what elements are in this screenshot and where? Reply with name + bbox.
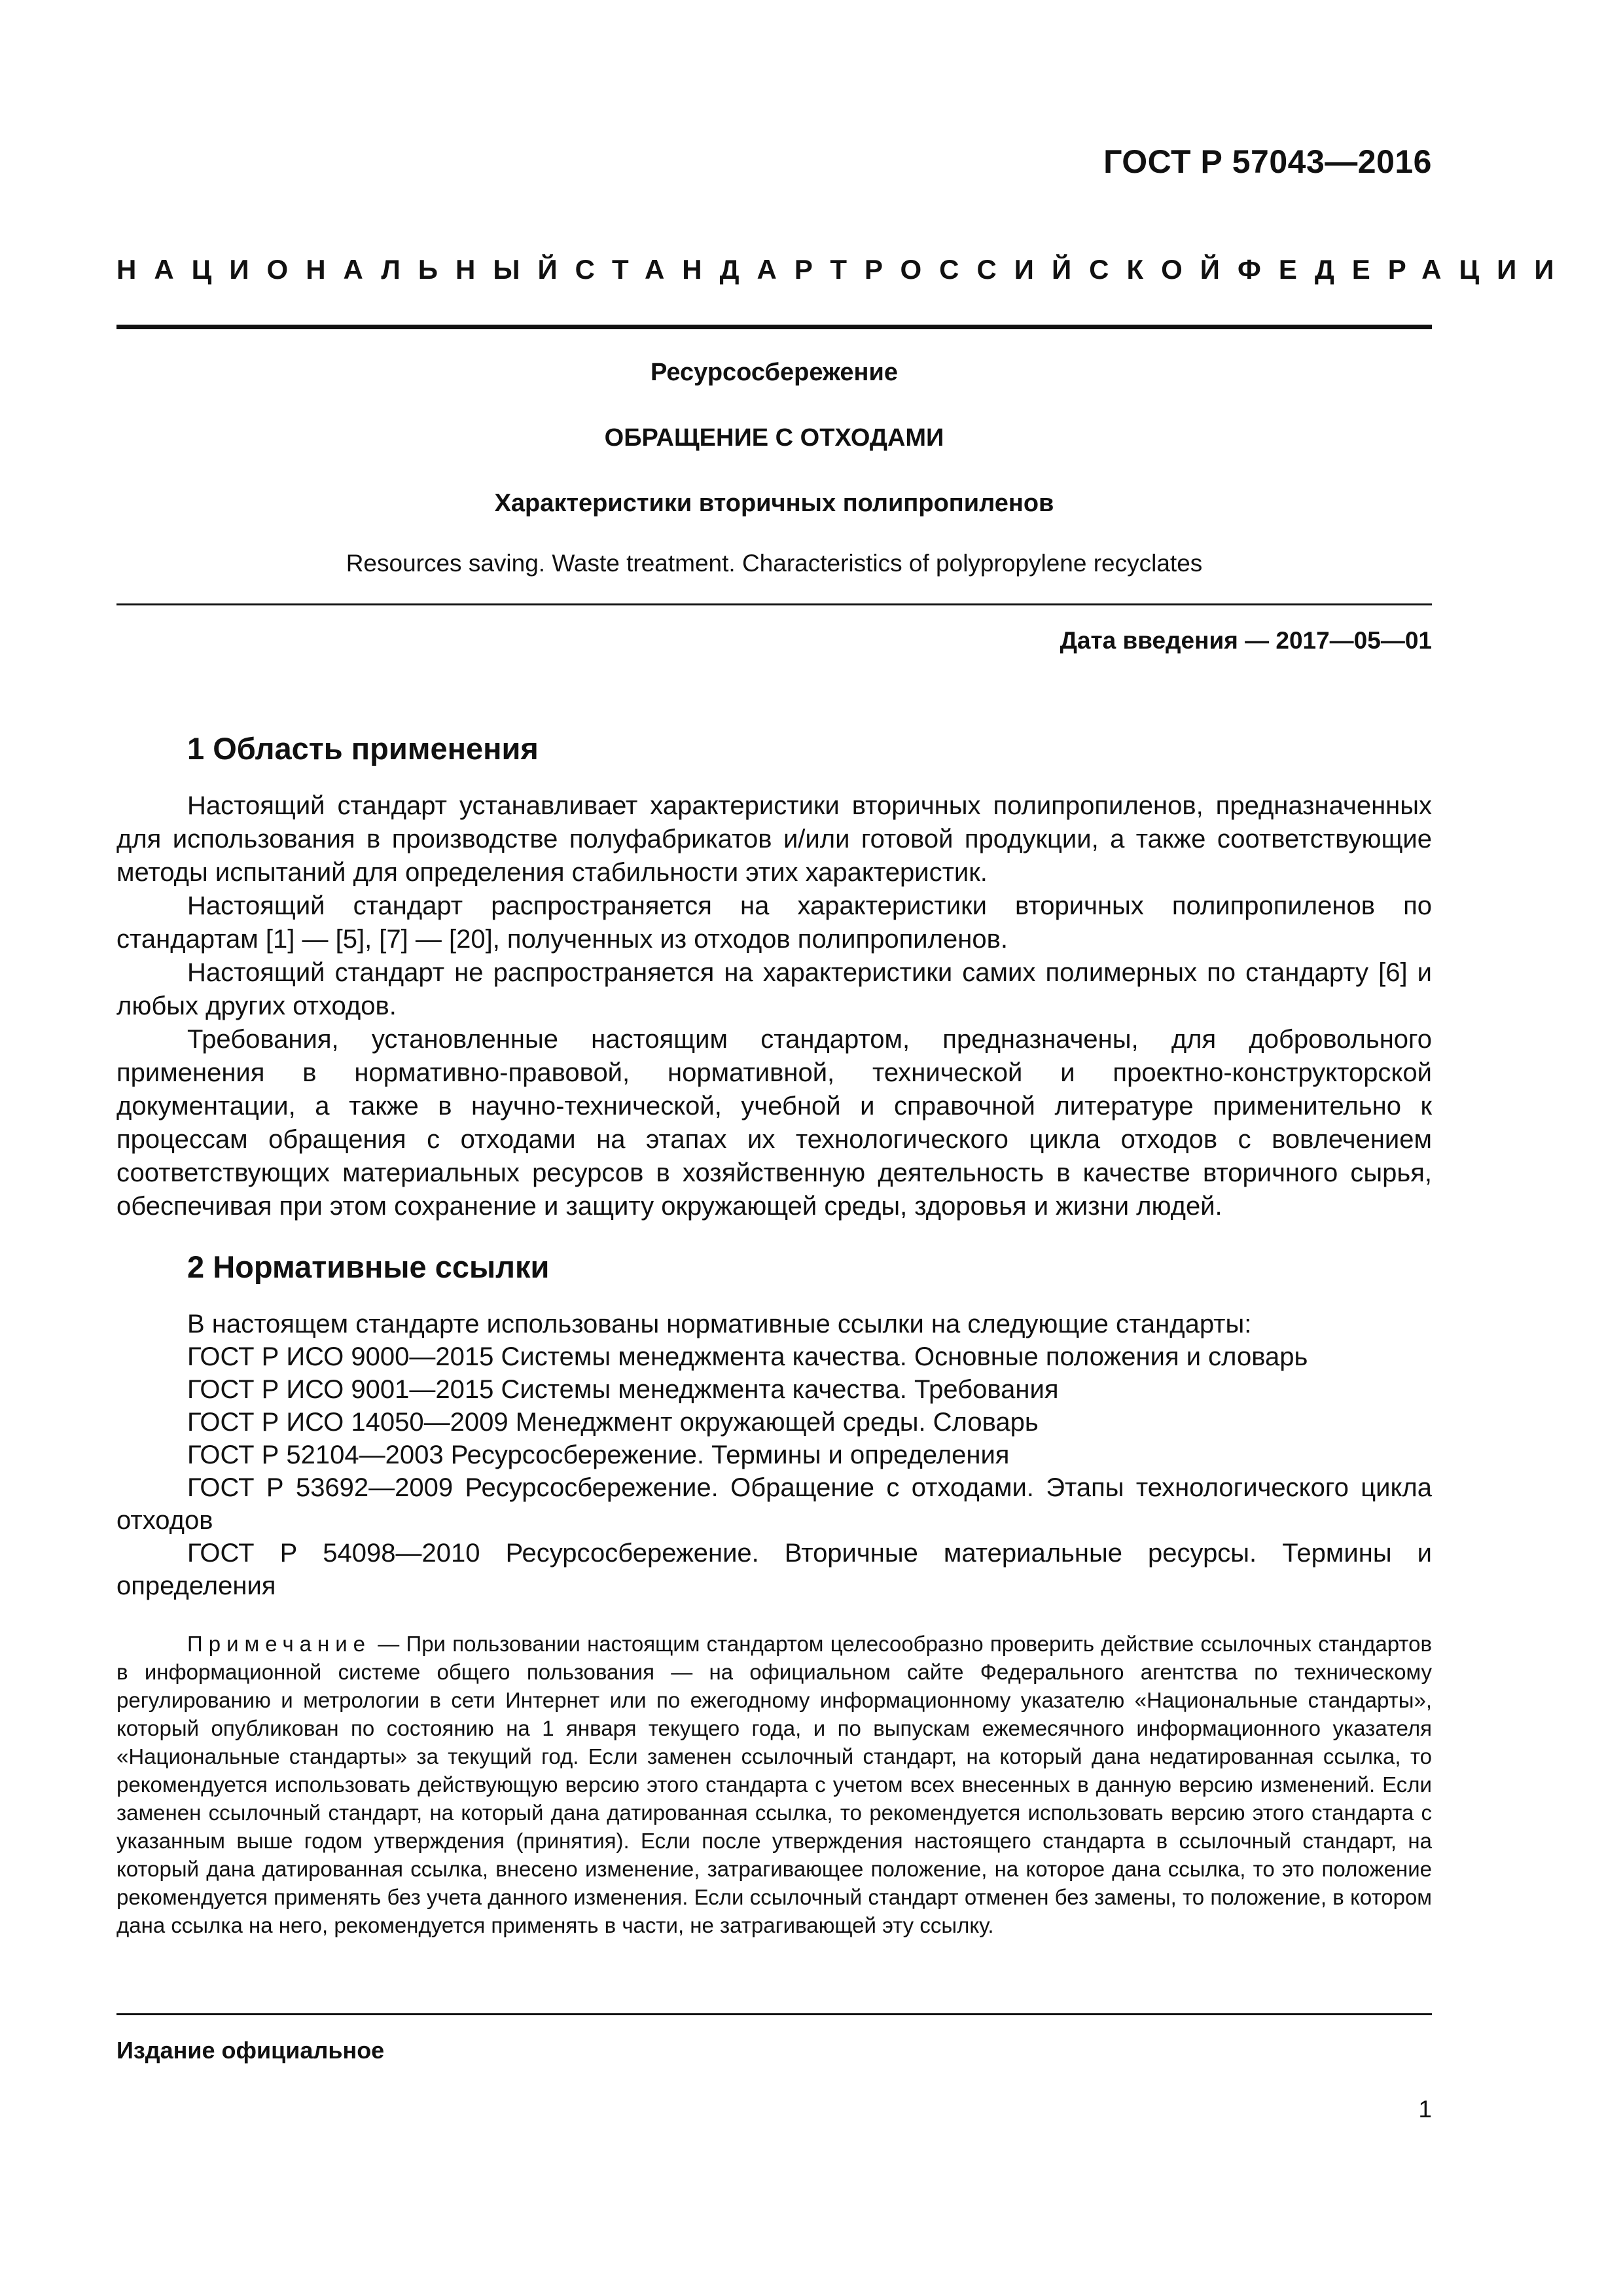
title-divider — [116, 603, 1432, 605]
national-word-4: ФЕДЕРАЦИИ — [1238, 254, 1572, 285]
note-block — [116, 1630, 1432, 1939]
reference-item: ГОСТ Р ИСО 9001—2015 Системы менеджмента качества. Требования — [187, 1375, 1059, 1404]
note-text: — При пользовании настоящим стандартом целесообразно проверить действие ссылочных стандартов в информационной системе общего пользования — на официальном сайте Федерального агентства по техническому регулированию и метрологии в сети Интернет или по ежегодному информационному указателю «Национальные стандарты», который опубликован по состоянию на 1 января текущего года, и по выпускам ежемесячного информационного указателя «Национальные стандарты» за текущий год. Если заменен ссылочный стандарт, на который дана недатированная ссылка, то рекомендуется использовать действующую версию этого стандарта с учетом всех внесенных в данную версию изменений. Если заменен ссылочный стандарт, на который дана датированная ссылка, то рекомендуется использовать версию этого стандарта с указанным выше годом утверждения (принятия). Если после утверждения настоящего стандарта в ссылочный стандарт, на который дана датированная ссылка, внесено изменение, затрагивающее положение, на которое дана ссылка, то это положение рекомендуется применять без учета данного изменения. Если ссылочный стандарт отменен без замены, то положение, в котором дана ссылка на него, рекомендуется применять в части, не затрагивающей эту ссылку. — [116, 1632, 1432, 1937]
header-divider — [116, 325, 1432, 329]
reference-item: ГОСТ Р 52104—2003 Ресурсосбережение. Термины и определения — [187, 1441, 1010, 1469]
gost-code: ГОСТ Р 57043—2016 — [1103, 143, 1432, 180]
references-list — [116, 1308, 1432, 1602]
section-1-heading: 1 Область применения — [187, 731, 539, 766]
reference-item: ГОСТ Р ИСО 9000—2015 Системы менеджмента качества. Основные положения и словарь — [187, 1342, 1308, 1371]
national-word-2: СТАНДАРТ — [575, 254, 865, 285]
section-1-paragraph: Настоящий стандарт устанавливает характеристики вторичных полипропиленов, предназначенных для использования в производстве полуфабрикатов и/или готовой продукции, а также соответствующие методы испытаний для определения стабильности этих характеристик. — [116, 791, 1432, 887]
note-label: Примечание — [187, 1632, 372, 1656]
references-intro: В настоящем стандарте использованы нормативные ссылки на следующие стандарты: — [187, 1310, 1252, 1338]
reference-item: ГОСТ Р ИСО 14050—2009 Менеджмент окружающей среды. Словарь — [187, 1408, 1039, 1437]
title-category: Ресурсосбережение — [651, 359, 898, 386]
national-word-1: НАЦИОНАЛЬНЫЙ — [116, 254, 575, 285]
page-number: 1 — [1418, 2096, 1432, 2123]
edition-label: Издание официальное — [116, 2037, 385, 2064]
section-1-paragraph: Требования, установленные настоящим стандартом, предназначены, для добровольного применения в нормативно-правовой, нормативной, технической и проектно-конструкторской документации, а также в научно-технической, учебной и справочной литературе применительно к процессам обращения с отходами на этапах их технологического цикла отходов с вовлечением соответствующих материальных ресурсов в хозяйственную деятельность в качестве вторичного сырья, обеспечивая при этом сохранение и защиту окружающей среды, здоровья и жизни людей. — [116, 1025, 1432, 1221]
title-main: ОБРАЩЕНИЕ С ОТХОДАМИ — [604, 424, 944, 452]
footer-divider — [116, 2013, 1432, 2015]
reference-item: ГОСТ Р 54098—2010 Ресурсосбережение. Вторичные материальные ресурсы. Термины и определения — [116, 1539, 1432, 1600]
reference-item: ГОСТ Р 53692—2009 Ресурсосбережение. Обращение с отходами. Этапы технологического цикла отходов — [116, 1473, 1432, 1535]
national-word-3: РОССИЙСКОЙ — [865, 254, 1238, 285]
section-1-paragraph: Настоящий стандарт не распространяется на характеристики самих полимерных по стандарту [6] и любых других отходов. — [116, 958, 1432, 1020]
title-english: Resources saving. Waste treatment. Characteristics of polypropylene recyclates — [346, 550, 1203, 577]
national-standard-title — [116, 254, 1572, 285]
title-sub: Характеристики вторичных полипропиленов — [494, 490, 1054, 517]
intro-date: Дата введения — 2017—05—01 — [1060, 627, 1432, 654]
section-1-paragraph: Настоящий стандарт распространяется на характеристики вторичных полипропиленов по стандартам [1] — [5], [7] — [20], полученных из отходов полипропиленов. — [116, 891, 1432, 954]
section-1-body — [116, 789, 1432, 1223]
section-2-heading: 2 Нормативные ссылки — [187, 1249, 550, 1284]
note-paragraph — [116, 1630, 1432, 1939]
